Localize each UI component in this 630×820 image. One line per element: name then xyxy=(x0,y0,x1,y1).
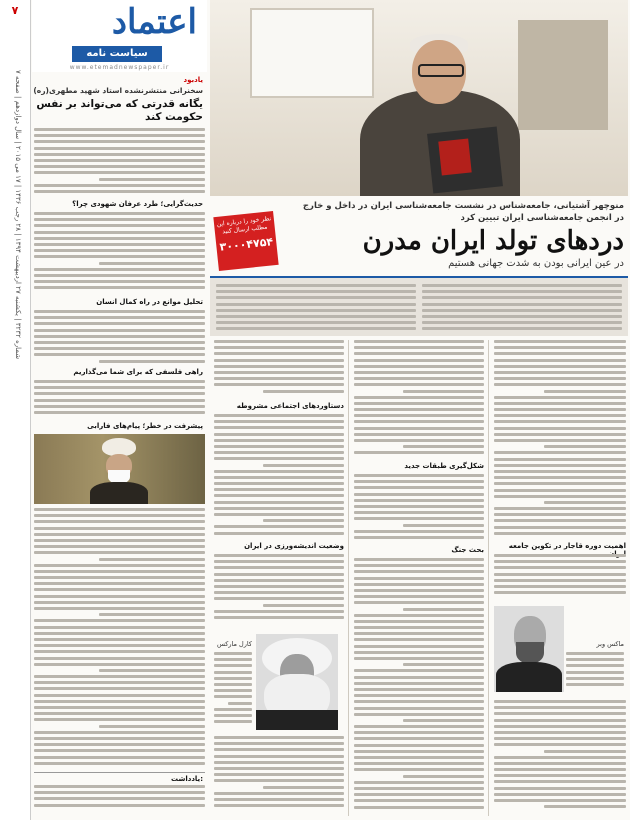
inline-head-2: شکل‌گیری طبقات جدید xyxy=(404,462,484,470)
website-url[interactable]: www.etemadnewspaper.ir xyxy=(69,64,170,71)
oped-subhead-3: راهی فلسفی که برای شما می‌گذاریم xyxy=(73,368,203,376)
article-lead-box xyxy=(210,276,628,336)
article-col-middle xyxy=(354,340,484,460)
article-headline: دردهای تولد ایران مدرن xyxy=(362,226,624,256)
oped-body-3 xyxy=(34,310,205,366)
date-strip xyxy=(0,0,31,820)
oped-bio-box xyxy=(34,772,205,817)
sms-badge[interactable]: نظر خود را درباره این مطلب ارسال کنید ۳۰۰۰۴۷۵۴ xyxy=(213,211,278,271)
oped-subtitle: سخنرانی منتشرنشده استاد شهید مطهری(ره) xyxy=(33,86,203,95)
oped-title: یگانه قدرتی که می‌تواند بر نفس حکومت کند xyxy=(36,98,203,123)
oped-subhead-4: پیشرفت در خطر؛ پیام‌های فارابی xyxy=(87,422,203,430)
oped-subhead-2: تحلیل موانع در راه کمال انسان xyxy=(96,298,203,306)
sms-code: ۳۰۰۰۴۷۵۴ xyxy=(218,235,274,254)
oped-column xyxy=(32,0,207,820)
oped-body-2 xyxy=(34,212,205,296)
inline-head-3: بحث جنگ xyxy=(451,546,484,554)
article-col-right xyxy=(494,340,626,540)
newspaper-logo: اعتماد xyxy=(111,2,197,42)
oped-subhead-1: حدیث‌گرایی؛ طرد عرفان شهودی چرا؟ xyxy=(72,200,203,208)
section-badge: سیاست نامه xyxy=(72,46,162,62)
masthead xyxy=(32,0,207,72)
inline-head-5: وضعیت اندیشه‌ورزی در ایران xyxy=(244,542,344,550)
oped-body-5 xyxy=(34,508,205,770)
weber-caption: ماکس وبر xyxy=(596,640,624,648)
cleric-portrait-photo xyxy=(34,434,205,504)
inline-head-1: اهمیت دوره قاجار در تکوین جامعه xyxy=(508,542,626,550)
article-subhead: در عین ایرانی بودن به شدت جهانی هستیم xyxy=(448,258,624,269)
oped-bio-title: یادداشت: xyxy=(171,775,203,783)
article-col-left xyxy=(214,340,344,400)
main-article xyxy=(210,0,628,820)
main-article-photo xyxy=(210,0,628,196)
oped-kicker: یادبود xyxy=(183,76,203,84)
page-number: ۷ xyxy=(11,4,19,17)
oped-body-1 xyxy=(34,128,205,198)
inline-head-4: دستاوردهای اجتماعی مشروطه xyxy=(236,402,344,410)
marx-caption: کارل مارکس xyxy=(217,640,252,648)
marx-portrait xyxy=(256,634,338,730)
article-deck: منوچهر آشتیانی، جامعه‌شناس در نشست جامعه‌شناسی ایران در داخل و خارج در انجمن جامعه‌شناسی ایران تبیین کرد xyxy=(302,201,624,223)
weber-portrait xyxy=(494,606,564,692)
oped-body-4 xyxy=(34,380,205,420)
issue-date-line: شماره ۳۲۳۲ | یکشنبه ۲۷ اردیبهشت ۱۳۹۴ | ۲۸ رجب ۱۴۳۶ | ۱۷ می ۲۰۱۵ | سال دوازدهم | صفحه ۷ xyxy=(14,70,22,360)
